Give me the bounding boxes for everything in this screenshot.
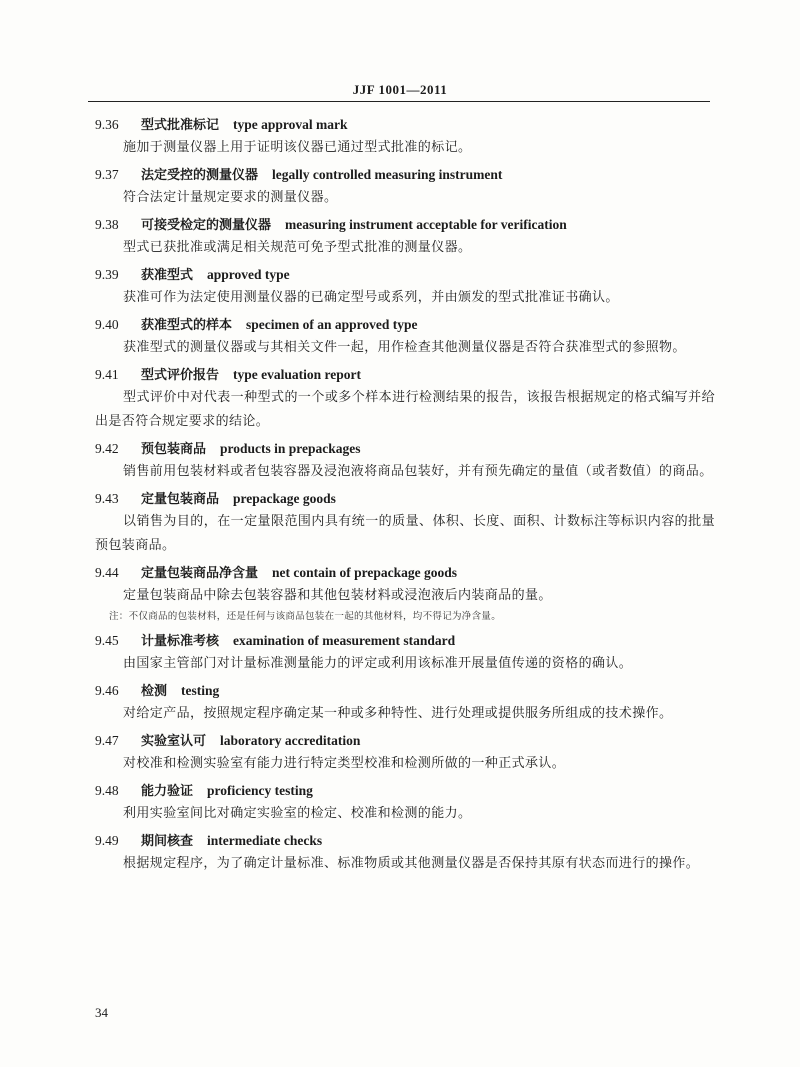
term-heading: [95, 214, 715, 236]
term-definition: 由国家主管部门对计量标准测量能力的评定或利用该标准开展量值传递的资格的确认。: [123, 656, 633, 671]
term-number: 9.40: [95, 317, 119, 332]
term-heading: [95, 680, 715, 702]
term-number: 9.48: [95, 783, 119, 798]
term-chinese: 定量包装商品: [141, 492, 220, 507]
term-entry: [95, 830, 715, 876]
term-english: intermediate checks: [207, 833, 323, 848]
term-note: 注：不仅商品的包装材料，还是任何与该商品包装在一起的其他材料，均不得记为净含量。: [109, 611, 502, 622]
term-chinese: 能力验证: [141, 784, 194, 799]
term-english: products in prepackages: [220, 441, 361, 456]
term-chinese: 法定受控的测量仪器: [141, 168, 259, 183]
term-entry: [95, 214, 715, 260]
term-number: 9.44: [95, 565, 119, 580]
term-number: 9.47: [95, 733, 119, 748]
term-definition: 施加于测量仪器上用于证明该仪器已通过型式批准的标记。: [123, 140, 472, 155]
term-number: 9.42: [95, 441, 119, 456]
term-number: 9.43: [95, 491, 119, 506]
term-number: 9.41: [95, 367, 119, 382]
term-chinese: 获准型式的样本: [141, 318, 233, 333]
term-heading: [95, 114, 715, 136]
term-entry: [95, 730, 715, 776]
term-chinese: 预包装商品: [141, 442, 207, 457]
term-definition: 利用实验室间比对确定实验室的检定、校准和检测的能力。: [123, 806, 472, 821]
term-number: 9.37: [95, 167, 119, 182]
term-number: 9.39: [95, 267, 119, 282]
term-definition: 型式已获批准或满足相关规范可免予型式批准的测量仪器。: [123, 240, 472, 255]
term-heading: [95, 488, 715, 510]
term-number: 9.38: [95, 217, 119, 232]
term-number: 9.45: [95, 633, 119, 648]
term-entry: [95, 264, 715, 310]
term-english: prepackage goods: [233, 491, 336, 506]
term-chinese: 型式评价报告: [141, 368, 220, 383]
term-heading: [95, 780, 715, 802]
term-definition: 根据规定程序，为了确定计量标准、标准物质或其他测量仪器是否保持其原有状态而进行的操作。: [123, 856, 700, 871]
term-definition: 以销售为目的，在一定量限范围内具有统一的质量、体积、长度、面积、计数标注等标识内容的批量预包装商品。: [95, 514, 715, 553]
term-heading: [95, 264, 715, 286]
term-definition: 获准型式的测量仪器或与其相关文件一起，用作检查其他测量仪器是否符合获准型式的参照物。: [123, 340, 686, 355]
term-definition: 对校准和检测实验室有能力进行特定类型校准和检测所做的一种正式承认。: [123, 756, 566, 771]
term-entry: [95, 562, 715, 626]
term-english: specimen of an approved type: [246, 317, 418, 332]
term-heading: [95, 730, 715, 752]
term-chinese: 实验室认可: [141, 734, 207, 749]
term-english: proficiency testing: [207, 783, 313, 798]
term-definition: 销售前用包装材料或者包装容器及浸泡液将商品包装好，并有预先确定的量值（或者数值）的商品。: [123, 464, 713, 479]
term-definition: 符合法定计量规定要求的测量仪器。: [123, 190, 338, 205]
term-english: legally controlled measuring instrument: [272, 167, 503, 182]
term-heading: [95, 164, 715, 186]
term-heading: [95, 630, 715, 652]
term-list: [95, 114, 715, 880]
term-english: examination of measurement standard: [233, 633, 456, 648]
term-english: approved type: [207, 267, 290, 282]
term-entry: [95, 164, 715, 210]
term-entry: [95, 438, 715, 484]
term-chinese: 获准型式: [141, 268, 194, 283]
term-english: testing: [181, 683, 220, 698]
term-number: 9.49: [95, 833, 119, 848]
term-english: type approval mark: [233, 117, 348, 132]
term-entry: [95, 680, 715, 726]
term-entry: [95, 488, 715, 558]
term-entry: [95, 630, 715, 676]
term-heading: [95, 364, 715, 386]
term-chinese: 可接受检定的测量仪器: [141, 218, 272, 233]
term-heading: [95, 438, 715, 460]
term-entry: [95, 314, 715, 360]
term-heading: [95, 562, 715, 584]
term-english: net contain of prepackage goods: [272, 565, 458, 580]
term-chinese: 计量标准考核: [141, 634, 220, 649]
term-heading: [95, 314, 715, 336]
term-number: 9.36: [95, 117, 119, 132]
term-definition: 对给定产品，按照规定程序确定某一种或多种特性、进行处理或提供服务所组成的技术操作。: [123, 706, 673, 721]
page-header: JJF 1001—2011: [352, 82, 448, 97]
term-definition: 定量包装商品中除去包装容器和其他包装材料或浸泡液后内装商品的量。: [123, 588, 552, 603]
term-chinese: 期间核查: [141, 834, 194, 849]
term-heading: [95, 830, 715, 852]
term-number: 9.46: [95, 683, 119, 698]
header-rule: [88, 101, 710, 102]
term-english: type evaluation report: [233, 367, 362, 382]
term-definition: 获准可作为法定使用测量仪器的已确定型号或系列，并由颁发的型式批准证书确认。: [123, 290, 619, 305]
term-chinese: 型式批准标记: [141, 118, 220, 133]
term-definition: 型式评价中对代表一种型式的一个或多个样本进行检测结果的报告，该报告根据规定的格式编写并给出是否符合规定要求的结论。: [95, 390, 715, 429]
term-english: measuring instrument acceptable for verification: [285, 217, 567, 232]
term-entry: [95, 114, 715, 160]
term-chinese: 检测: [141, 684, 168, 699]
page-number: 34: [95, 1005, 108, 1020]
term-english: laboratory accreditation: [220, 733, 361, 748]
term-entry: [95, 364, 715, 434]
term-chinese: 定量包装商品净含量: [141, 566, 259, 581]
term-entry: [95, 780, 715, 826]
